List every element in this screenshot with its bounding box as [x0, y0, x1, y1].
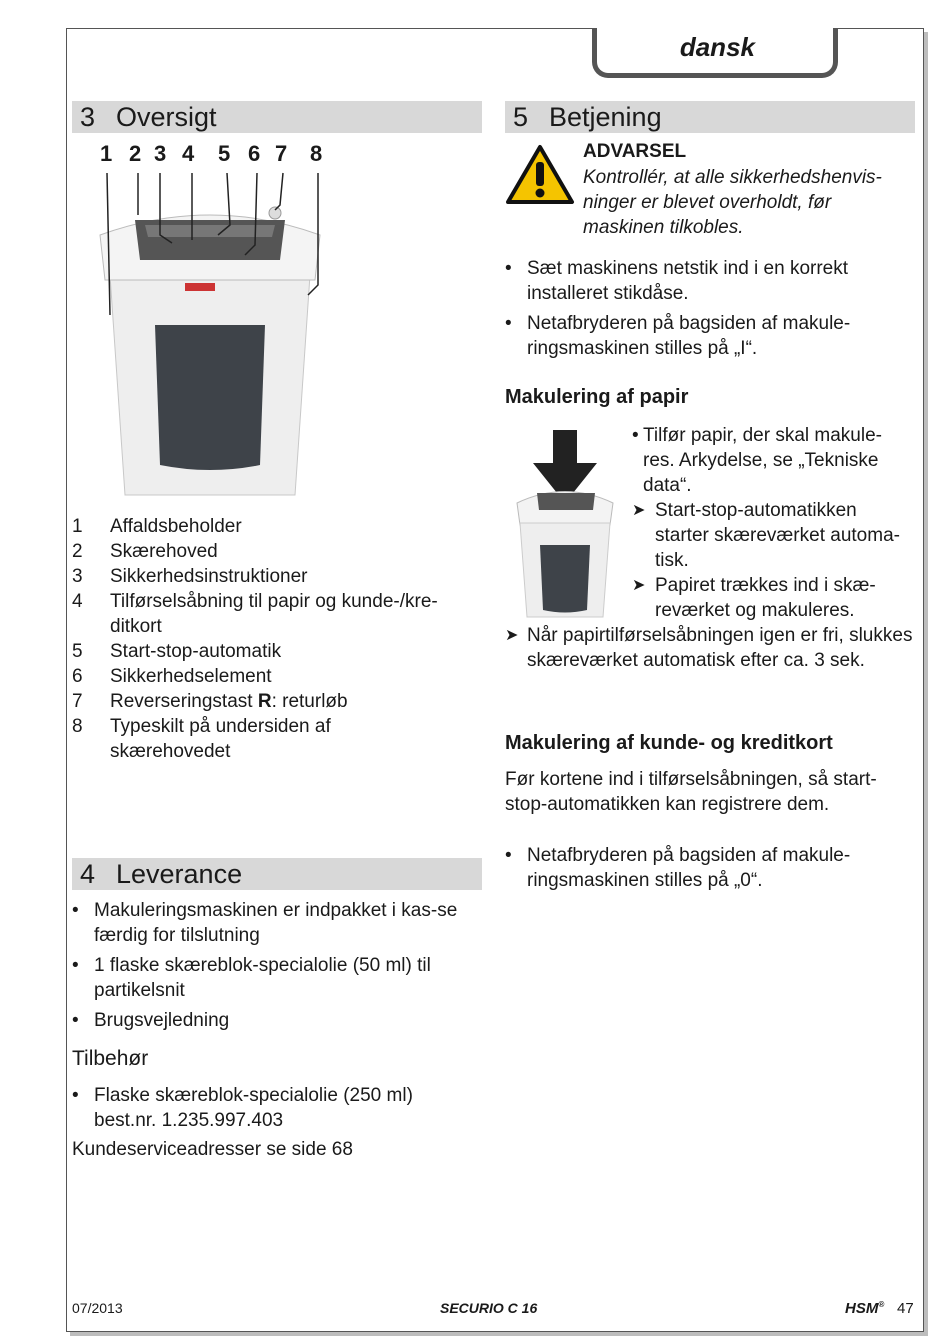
insert-paper-illustration	[505, 425, 625, 625]
service-note: Kundeserviceadresser se side 68	[72, 1139, 353, 1160]
warning-title: ADVARSEL	[583, 141, 687, 162]
callout-2: 2	[129, 141, 142, 166]
list-item: 1 flaske skæreblok-specialolie (50 ml) til partikelsnit	[94, 955, 431, 1001]
list-item: Affaldsbeholder	[110, 516, 242, 537]
bullet-icon: •	[505, 845, 512, 866]
list-number: 4	[72, 591, 83, 612]
language-tab	[592, 28, 838, 78]
section-3-heading	[72, 101, 482, 133]
section-4-number: 4	[80, 859, 96, 889]
bullet-icon: •	[632, 425, 639, 446]
warning-text: Kontrollér, at alle sikkerhedshenvis-ninger er blevet overholdt, før maskinen tilkobles.	[583, 167, 882, 238]
list-item: Papiret trækkes ind i skæ-reværket og makuleres.	[655, 575, 876, 621]
list-number: 8	[72, 716, 83, 737]
callout-6: 6	[248, 141, 261, 166]
page-number: 47	[897, 1300, 914, 1317]
callout-3: 3	[154, 141, 167, 166]
callout-8: 8	[310, 141, 323, 166]
section-4-heading	[72, 858, 482, 890]
callout-7: 7	[275, 141, 288, 166]
footer-model: SECURIO C 16	[440, 1300, 538, 1316]
footer-date: 07/2013	[72, 1300, 123, 1316]
bullet-icon: •	[505, 258, 512, 279]
item-text: : returløb	[271, 691, 348, 712]
kort-heading: Makulering af kunde- og kreditkort	[505, 732, 833, 754]
list-item: Netafbryderen på bagsiden af makule-ringsmaskinen stilles på „I“.	[527, 313, 851, 359]
arrow-right-icon: ➤	[632, 502, 646, 519]
bullet-icon: •	[72, 1085, 79, 1106]
warning-icon	[505, 144, 575, 206]
section-5-heading	[505, 101, 915, 133]
list-number: 6	[72, 666, 83, 687]
bullet-icon: •	[72, 1010, 79, 1031]
list-number: 1	[72, 516, 83, 537]
list-number: 2	[72, 541, 83, 562]
footer-brand-logo: HSM®	[845, 1300, 885, 1317]
footer-brand: HSM	[845, 1300, 879, 1317]
tilbehoer-heading: Tilbehør	[72, 1047, 149, 1070]
bullet-icon: •	[72, 955, 79, 976]
list-number: 5	[72, 641, 83, 662]
section-4-title: Leverance	[116, 859, 243, 889]
brand-logo-small	[185, 283, 215, 291]
callout-5: 5	[218, 141, 231, 166]
list-item: Sikkerhedselement	[110, 666, 272, 687]
section-5-number: 5	[513, 102, 529, 132]
section-5-title: Betjening	[549, 102, 662, 132]
list-item: Typeskilt på undersiden af skærehovedet	[110, 716, 331, 762]
list-number: 3	[72, 566, 83, 587]
callout-1: 1	[100, 141, 113, 166]
section-3-title: Oversigt	[116, 102, 217, 132]
list-item: Netafbryderen på bagsiden af makule-ringsmaskinen stilles på „0“.	[527, 845, 851, 891]
list-item: Tilfør papir, der skal makule-res. Arkydelse, se „Tekniske data“.	[643, 425, 882, 496]
shredder-illustration	[80, 165, 340, 505]
list-item	[110, 689, 480, 714]
list-item: Makuleringsmaskinen er indpakket i kas-se færdig for tilslutning	[94, 900, 458, 946]
list-item: Flaske skæreblok-specialolie (250 ml) best.nr. 1.235.997.403	[94, 1085, 413, 1131]
item-text: Reverseringstast	[110, 691, 258, 712]
language-label: dansk	[679, 32, 755, 62]
section-3-number: 3	[80, 102, 96, 132]
list-item: Tilførselsåbning til papir og kunde-/kre-ditkort	[110, 591, 438, 637]
list-item: Når papirtilførselsåbningen igen er fri, slukkes skæreværket automatisk efter ca. 3 sek.	[527, 625, 913, 671]
list-item: Sæt maskinens netstik ind i en korrekt installeret stikdåse.	[527, 258, 849, 304]
bullet-icon: •	[505, 313, 512, 334]
callout-4: 4	[182, 141, 195, 166]
arrow-right-icon: ➤	[505, 627, 519, 644]
list-item: Brugsvejledning	[94, 1010, 230, 1031]
list-item: Start-stop-automatik	[110, 641, 282, 662]
list-number: 7	[72, 691, 83, 712]
arrow-right-icon: ➤	[632, 577, 646, 594]
item-key-letter: R	[257, 691, 272, 712]
papir-heading: Makulering af papir	[505, 386, 689, 408]
kort-text: Før kortene ind i tilførselsåbningen, så start-stop-automatikken kan registrere dem.	[505, 769, 877, 815]
bullet-icon: •	[72, 900, 79, 921]
list-item: Sikkerhedsinstruktioner	[110, 566, 308, 587]
list-item: Skærehoved	[110, 541, 218, 562]
list-item: Start-stop-automatikken starter skæreværket automa-tisk.	[655, 500, 900, 571]
